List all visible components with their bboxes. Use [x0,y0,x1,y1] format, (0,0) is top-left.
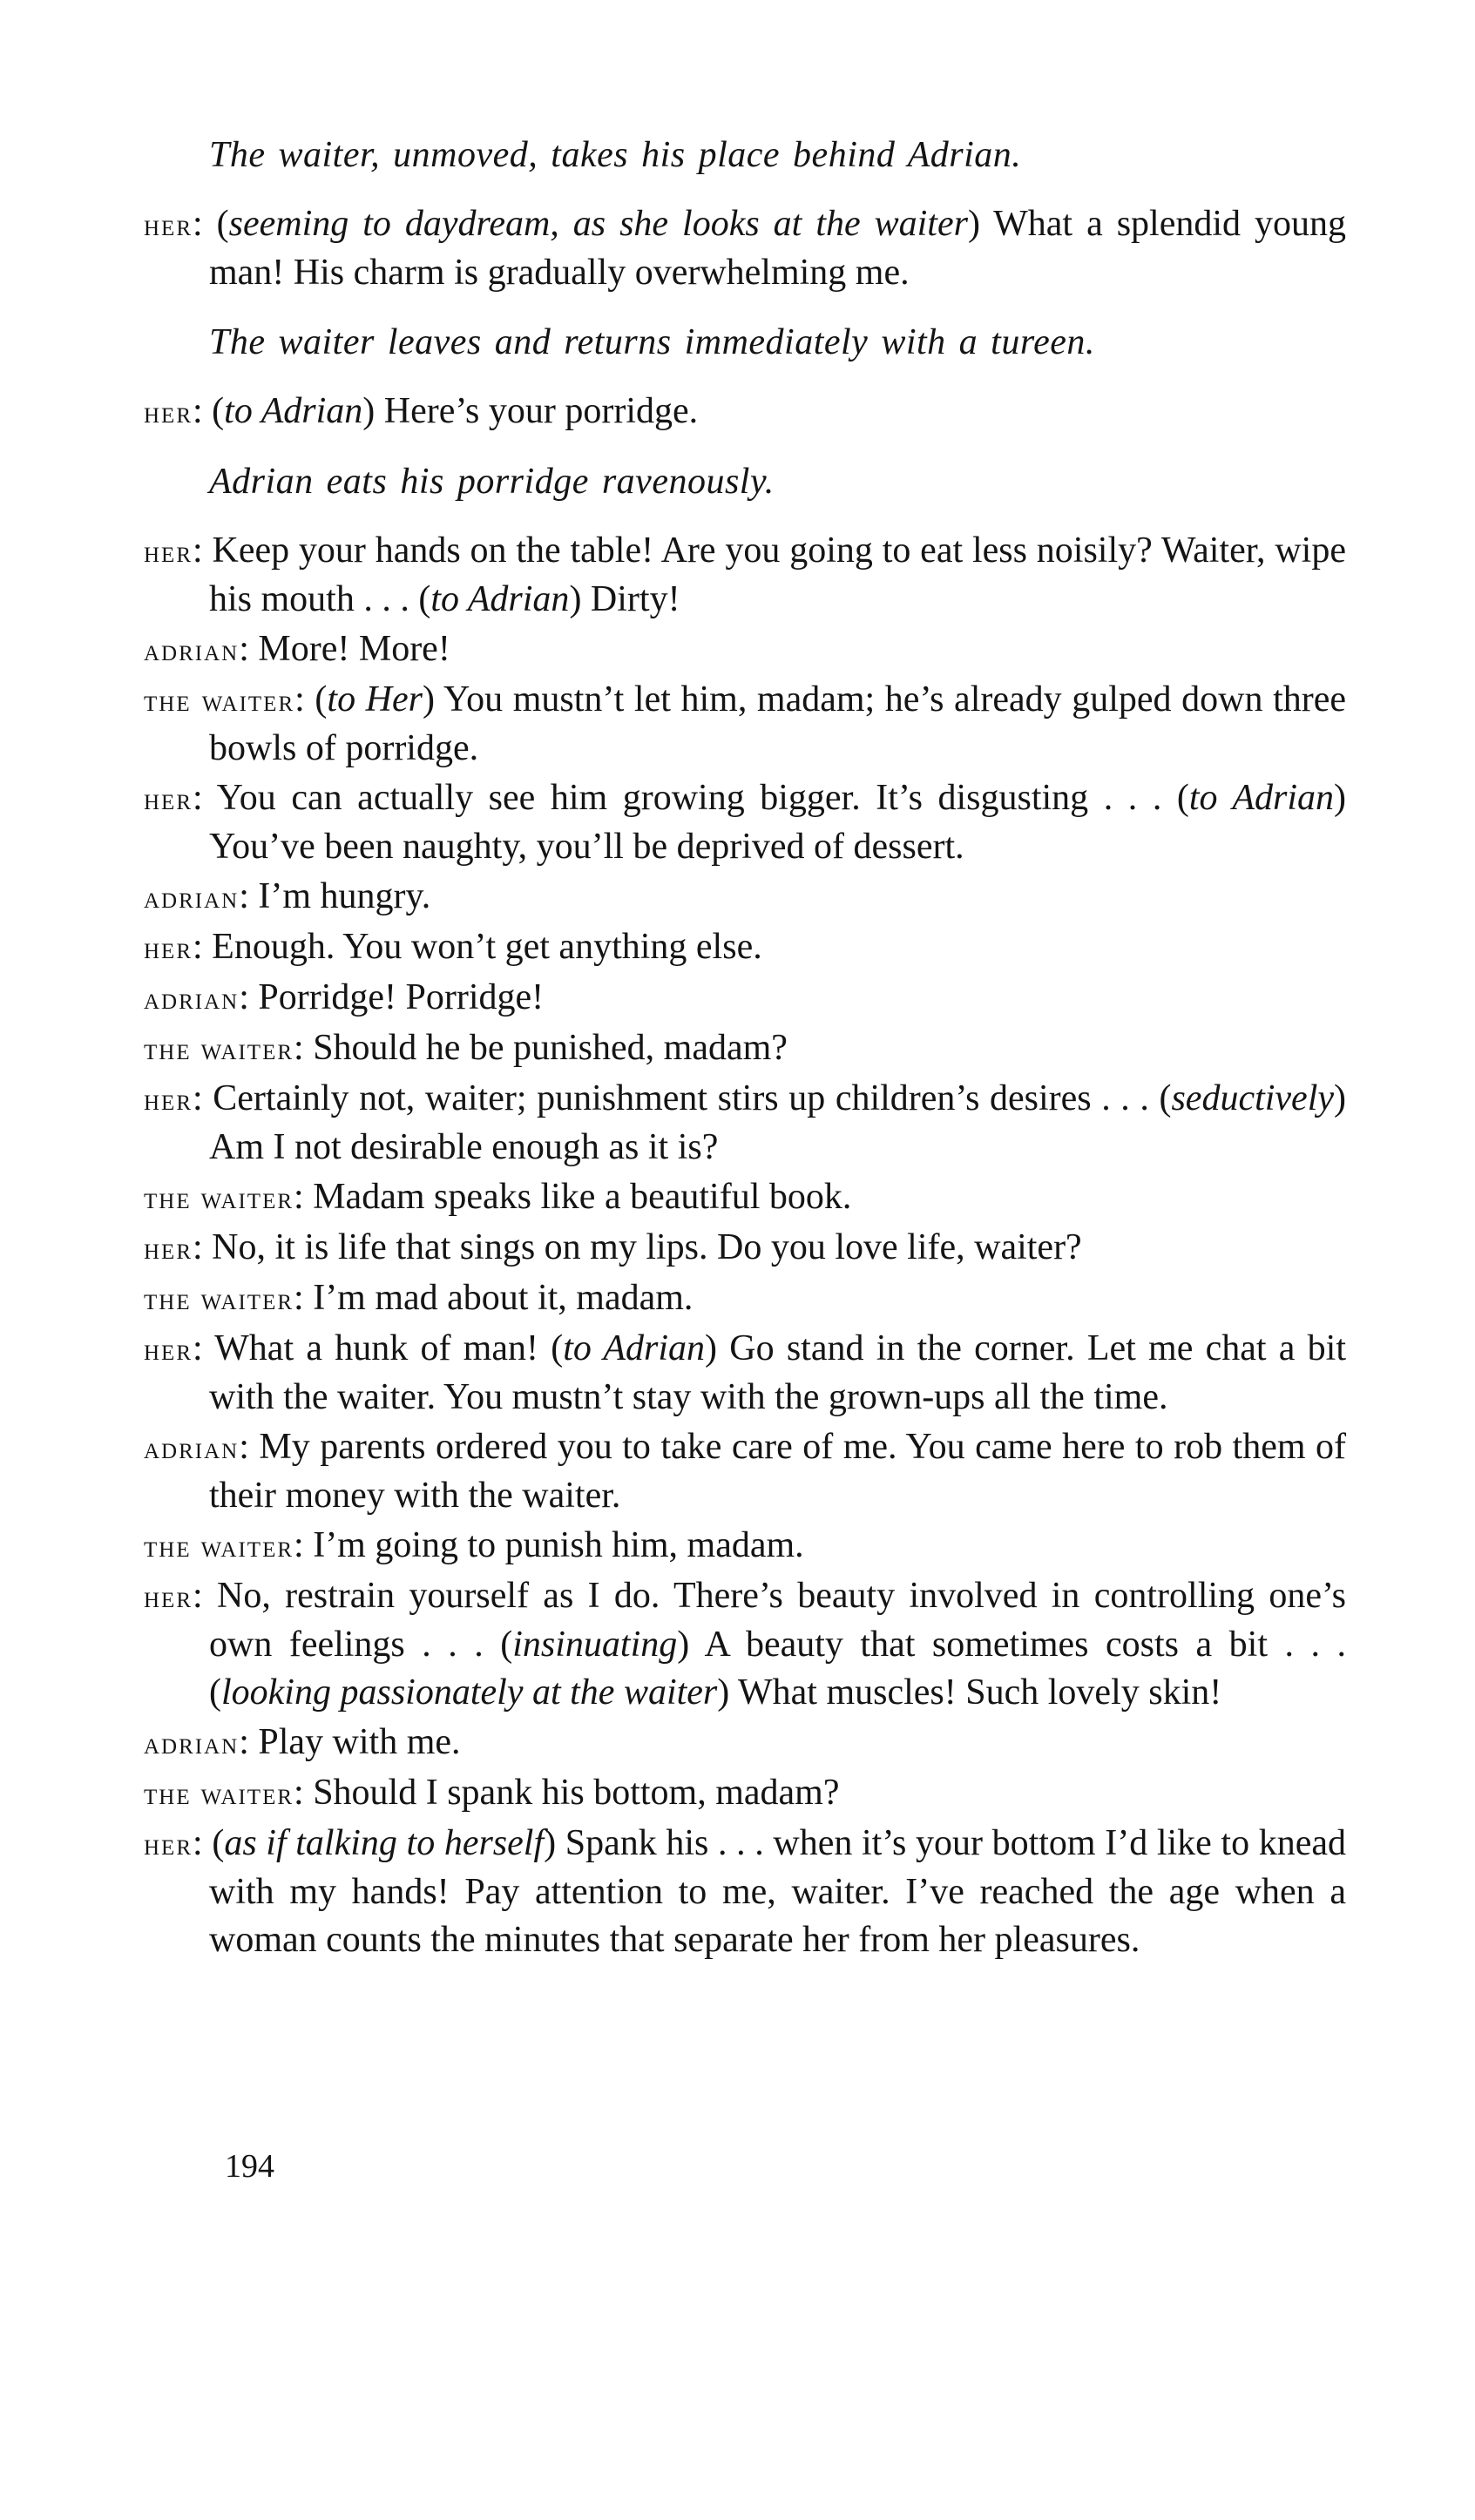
dialogue-line [144,1024,1346,1073]
dialogue-text: I’m mad about it, madam. [313,1278,694,1318]
dialogue-text: I’m going to punish him, madam. [313,1525,804,1565]
speaker-name: the waiter : [144,1529,304,1564]
dialogue-text: ) Here’s your porridge. [362,391,699,431]
speaker-name: adrian : [144,1430,249,1465]
dialogue-text: ) A beauty that sometimes costs a bit . . . ( [209,1625,1346,1713]
dialogue-text: Enough. You won’t get anything else. [212,927,762,967]
stage-direction: The waiter, unmoved, takes his place behind Adrian. [209,135,1022,175]
speaker-name: her : [144,1231,203,1266]
dialogue-text: ) Go stand in the corner. Let me chat a bit with the waiter. You mustn’t stay with the grown-ups all the time. [209,1328,1346,1417]
dialogue-text: What a hunk of man! ( [214,1328,564,1368]
dialogue-line [144,1224,1346,1273]
speaker-name: adrian : [144,632,249,667]
dialogue-line [144,388,1346,436]
dialogue-line [144,1572,1346,1717]
speaker-name: adrian : [144,880,249,915]
dialogue-line [144,774,1346,871]
stage-direction: Adrian eats his porridge ravenously. [209,462,775,502]
dialogue-text: I’m hungry. [258,876,431,916]
dialogue-text: Should I spank his bottom, madam? [313,1773,840,1813]
stage-direction-inline: as if talking to herself [224,1823,545,1863]
speaker-name: the waiter : [144,1031,304,1066]
dialogue-line [144,1325,1346,1422]
speaker-name: the waiter : [144,1281,304,1316]
stage-direction-inline: looking passionately at the waiter [221,1672,718,1713]
stage-direction-inline: seductively [1171,1078,1335,1118]
speaker-name: her : [144,1332,203,1367]
stage-direction-inline: to Adrian [430,579,570,619]
stage-direction-inline: to Adrian [563,1328,706,1368]
dialogue-line [144,1820,1346,1964]
speaker-name: adrian : [144,981,249,1016]
speaker-name: her : [144,781,203,816]
dialogue-text: Should he be punished, madam? [313,1028,788,1068]
stage-direction-inline: to Adrian [1188,778,1334,818]
page-number: 194 [225,2148,274,2185]
dialogue-text: ( [212,1823,225,1863]
speaker-name: the waiter : [144,1180,304,1215]
dialogue-text: ) Spank his . . . when it’s your bottom I’d like to knead with my hands! Pay attention to me, waiter. I’ve reached the age when a woman counts the minutes that separate her from her pleasures. [209,1823,1347,1960]
dialogue-text: ( [216,204,229,244]
dialogue-line [144,1423,1346,1520]
speaker-name: her : [144,1579,203,1614]
speaker-name: the waiter : [144,1776,304,1811]
dialogue-text: My parents ordered you to take care of me. You came here to rob them of their money with the waiter. [209,1427,1347,1516]
dialogue-text: More! More! [258,629,450,669]
dialogue-text: Play with me. [258,1722,461,1762]
speaker-name: the waiter : [144,683,305,718]
speaker-name: her : [144,207,203,242]
dialogue-text: Keep your hands on the table! Are you going to eat less noisily? Waiter, wipe his mouth . . . ( [209,530,1346,619]
stage-direction: The waiter leaves and returns immediately with a tureen. [209,322,1095,362]
dialogue-line [144,873,1346,922]
stage-direction-inline: to Her [327,679,423,720]
dialogue-line [144,923,1346,972]
dialogue-text: ( [315,679,328,720]
dialogue-text: ) You’ve been naughty, you’ll be deprived of dessert. [209,778,1346,867]
dialogue-line [144,676,1346,773]
dialogue-line [144,974,1346,1023]
dialogue-text: ) Am I not desirable enough as it is? [209,1078,1347,1167]
stage-direction-inline: seeming to daydream, as she looks at the waiter [228,204,968,244]
dialogue-text: Certainly not, waiter; punishment stirs up children’s desires . . . ( [213,1078,1172,1118]
script-page [144,131,1346,1964]
dialogue-text: ( [212,391,225,431]
dialogue-text: Porridge! Porridge! [258,977,545,1017]
dialogue-line [144,527,1346,624]
dialogue-text: ) Dirty! [569,579,680,619]
dialogue-text: You can actually see him growing bigger. It’s disgusting . . . ( [216,778,1189,818]
stage-direction-inline: insinuating [512,1625,678,1665]
dialogue-text: ) What a splendid young man! His charm is gradually overwhelming me. [209,204,1346,293]
speaker-name: her : [144,1082,203,1117]
dialogue-text: No, it is life that sings on my lips. Do you love life, waiter? [212,1227,1082,1267]
speaker-name: her : [144,534,203,569]
dialogue-line [144,1769,1346,1818]
dialogue-line [144,1075,1346,1172]
speaker-name: her : [144,395,203,429]
dialogue-text: Madam speaks like a beautiful book. [313,1177,852,1217]
speaker-name: her : [144,930,203,965]
dialogue-line [144,1719,1346,1767]
dialogue-text: ) What muscles! Such lovely skin! [717,1672,1222,1713]
speaker-name: her : [144,1827,203,1861]
dialogue-line [144,1173,1346,1222]
dialogue-line [144,1522,1346,1571]
dialogue-line [144,200,1346,297]
dialogue-line [144,1274,1346,1323]
dialogue-line [144,625,1346,674]
stage-direction-inline: to Adrian [224,391,363,431]
speaker-name: adrian : [144,1726,249,1760]
dialogue-text: ) You mustn’t let him, madam; he’s already gulped down three bowls of porridge. [209,679,1347,768]
dialogue-text: No, restrain yourself as I do. There’s beauty involved in controlling one’s own feelings . . . ( [209,1576,1347,1665]
